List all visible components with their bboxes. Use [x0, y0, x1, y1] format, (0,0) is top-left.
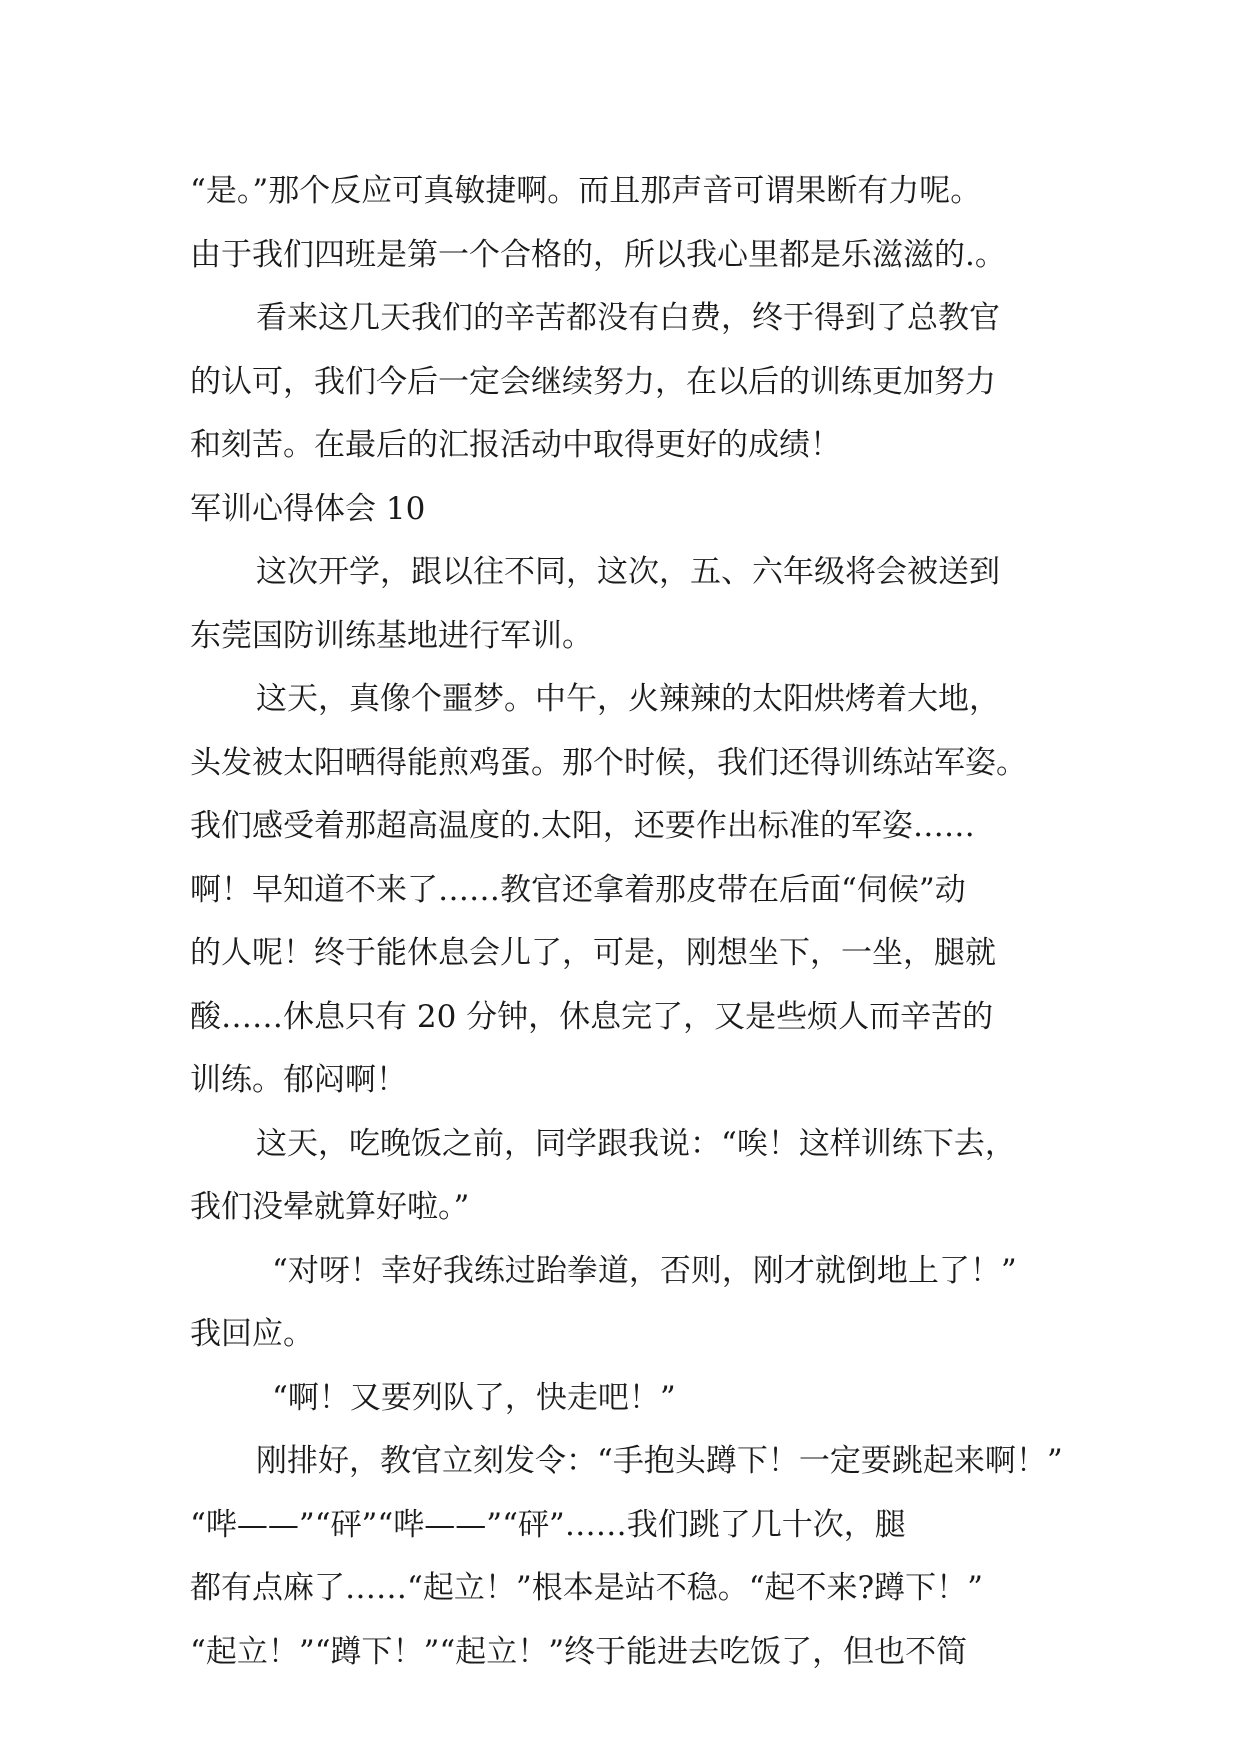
text-line: 刚排好，教官立刻发令：“手抱头蹲下！一定要跳起来啊！”: [256, 1443, 1063, 1479]
text-line: 啊！早知道不来了……教官还拿着那皮带在后面“伺候”动: [190, 871, 966, 908]
text-line: 我们感受着那超高温度的.太阳，还要作出标准的军姿……: [190, 808, 975, 844]
text-line: “是。”那个反应可真敏捷啊。而且那声音可谓果断有力呢。: [190, 173, 982, 209]
text-line: 和刻苦。在最后的汇报活动中取得更好的成绩！: [190, 427, 841, 463]
text-line: “哔——”“砰”“哔——”“砰”……我们跳了几十次，腿: [190, 1506, 906, 1543]
text-line: “对呀！幸好我练过跆拳道，否则，刚才就倒地上了！”: [272, 1252, 1017, 1289]
document-body: [190, 160, 1070, 1684]
text-line: “起立！”“蹲下！”“起立！”终于能进去吃饭了，但也不简: [190, 1633, 968, 1670]
text-line: 的认可，我们今后一定会继续努力，在以后的训练更加努力: [190, 363, 996, 400]
text-line: 的人呢！终于能休息会儿了，可是，刚想坐下，一坐，腿就: [190, 935, 996, 971]
text-line: 我们没晕就算好啦。”: [190, 1189, 470, 1225]
section-heading: 军训心得体会 10: [190, 490, 426, 527]
text-line: 这次开学，跟以往不同，这次，五、六年级将会被送到: [256, 554, 1000, 590]
text-line: “啊！又要列队了，快走吧！”: [272, 1379, 676, 1416]
text-line: 这天，吃晚饭之前，同学跟我说：“唉！这样训练下去，: [256, 1125, 1016, 1162]
text-line: 训练。郁闷啊！: [190, 1062, 407, 1098]
text-line: 酸……休息只有 20 分钟，休息完了，又是些烦人而辛苦的: [190, 998, 994, 1035]
text-line: 都有点麻了……“起立！”根本是站不稳。“起不来?蹲下！”: [190, 1570, 984, 1606]
text-line: 头发被太阳晒得能煎鸡蛋。那个时候，我们还得训练站军姿。: [190, 744, 1027, 781]
text-line: 由于我们四班是第一个合格的，所以我心里都是乐滋滋的.。: [190, 236, 1006, 273]
text-line: 这天，真像个噩梦。中午，火辣辣的太阳烘烤着大地，: [256, 681, 1000, 717]
text-line: 我回应。: [190, 1316, 314, 1352]
text-line: 东莞国防训练基地进行军训。: [190, 617, 593, 654]
text-line: 看来这几天我们的辛苦都没有白费，终于得到了总教官: [256, 300, 1000, 336]
